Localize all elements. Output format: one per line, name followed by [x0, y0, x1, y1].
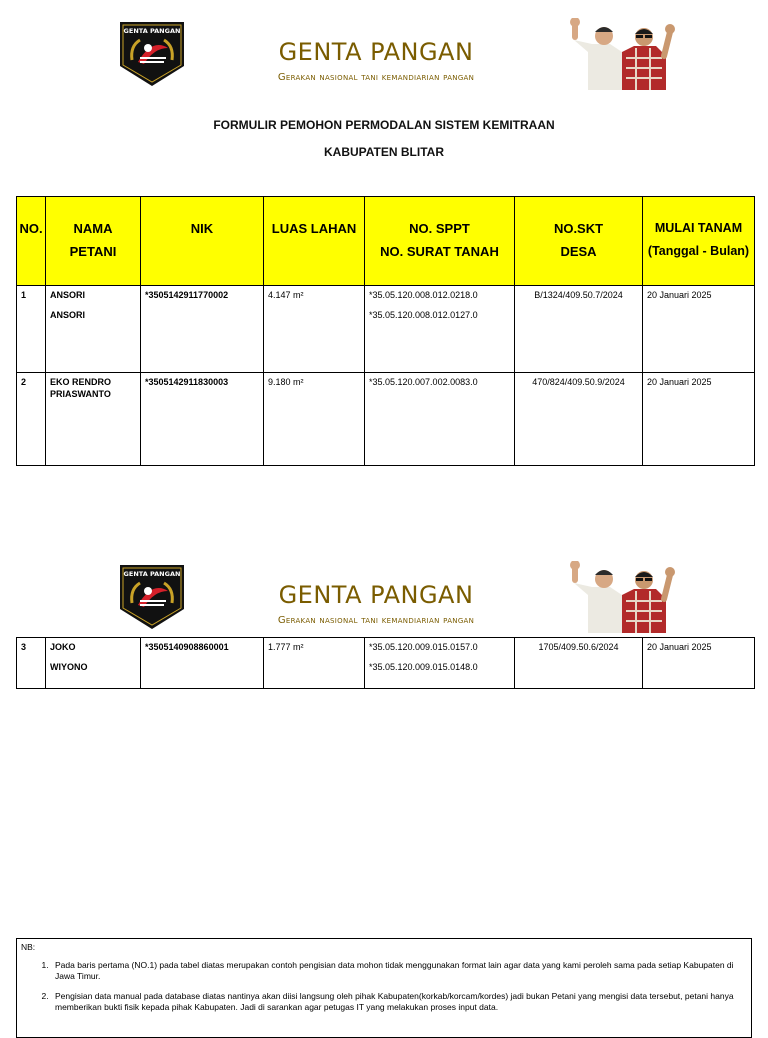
notes-label: NB: [21, 942, 36, 952]
header-subtitle: Gerakan nasional tani kemandiarian pangan [277, 615, 475, 626]
leaders-photo [566, 18, 680, 90]
cell-skt: B/1324/409.50.7/2024 [515, 286, 643, 373]
cell-sppt: *35.05.120.009.015.0157.0 *35.05.120.009.015.0148.0 [365, 638, 515, 689]
cell-nama: EKO RENDRO PRIASWANTO [46, 373, 141, 466]
page-header [0, 20, 768, 110]
cell-skt: 1705/409.50.6/2024 [515, 638, 643, 689]
genta-pangan-logo [118, 20, 186, 88]
cell-luas: 1.777 m² [264, 638, 365, 689]
header-title: GENTA PANGAN [278, 38, 474, 66]
cell-no: 1 [17, 286, 46, 373]
column-header-mulai: MULAI TANAM (Tanggal - Bulan) [643, 197, 755, 286]
column-header-luas: LUAS LAHAN [264, 197, 365, 286]
table-row [17, 286, 755, 373]
column-header-skt: NO.SKT DESA [515, 197, 643, 286]
cell-skt: 470/824/409.50.9/2024 [515, 373, 643, 466]
header-subtitle: Gerakan nasional tani kemandiarian pangan [277, 72, 475, 83]
cell-sppt: *35.05.120.008.012.0218.0 *35.05.120.008.012.0127.0 [365, 286, 515, 373]
logo-text: GENTA PANGAN [123, 27, 181, 35]
column-header-sppt: NO. SPPT NO. SURAT TANAH [365, 197, 515, 286]
applicant-table [16, 196, 755, 466]
notes-list [21, 960, 747, 1013]
cell-no: 2 [17, 373, 46, 466]
column-header-nik: NIK [141, 197, 264, 286]
cell-no: 3 [17, 638, 46, 689]
header-title: GENTA PANGAN [278, 581, 474, 609]
cell-nik: *3505142911770002 [141, 286, 264, 373]
table-row [17, 373, 755, 466]
table-header-row [17, 197, 755, 286]
cell-luas: 4.147 m² [264, 286, 365, 373]
table-row [17, 638, 755, 689]
form-region: KABUPATEN BLITAR [324, 145, 444, 159]
column-header-no: NO. [17, 197, 46, 286]
cell-nama: JOKO WIYONO [46, 638, 141, 689]
cell-nama: ANSORI ANSORI [46, 286, 141, 373]
applicant-table-continued [16, 637, 755, 689]
note-item: 2. Pengisian data manual pada database diatas nantinya akan diisi langsung oleh pihak Kabupaten(korkab/korcam/kordes) jadi bukan Petani yang mengisi data tersebut, petani hanya memberikan bukti fisik kepada pihak Kabupaten. Jadi di sarankan agar petugas IT yang melakukan proses input data. [51, 991, 747, 1013]
cell-nik: *3505142911830003 [141, 373, 264, 466]
column-header-nama: NAMA PETANI [46, 197, 141, 286]
cell-sppt: *35.05.120.007.002.0083.0 [365, 373, 515, 466]
leaders-photo [566, 561, 680, 633]
cell-mulai: 20 Januari 2025 [643, 638, 755, 689]
cell-nik: *3505140908860001 [141, 638, 264, 689]
genta-pangan-logo [118, 563, 186, 631]
form-title: FORMULIR PEMOHON PERMODALAN SISTEM KEMITRAAN [213, 118, 555, 132]
cell-luas: 9.180 m² [264, 373, 365, 466]
cell-mulai: 20 Januari 2025 [643, 286, 755, 373]
logo-text: GENTA PANGAN [123, 570, 181, 578]
note-item: 1. Pada baris pertama (NO.1) pada tabel diatas merupakan contoh pengisian data mohon tidak menggunakan format lain agar data yang kami peroleh sama pada setiap Kabupaten di Jawa Timur. [51, 960, 747, 982]
notes-box [16, 938, 752, 1038]
cell-mulai: 20 Januari 2025 [643, 373, 755, 466]
